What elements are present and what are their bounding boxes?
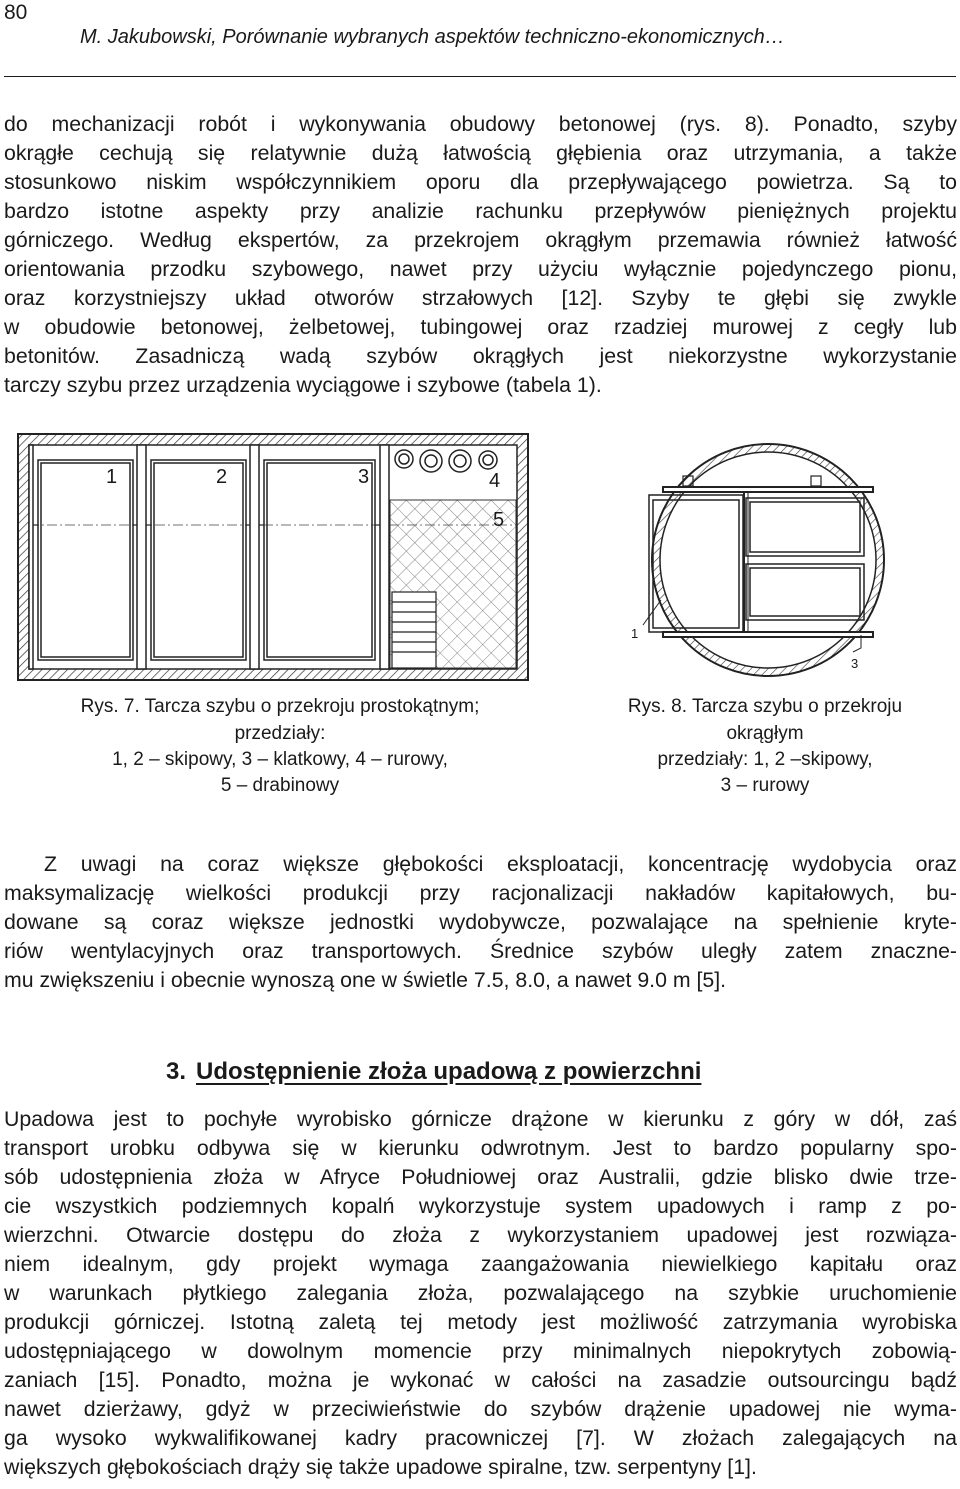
running-header: M. Jakubowski, Porównanie wybranych aspektów techniczno-ekonomicznych… — [80, 26, 785, 48]
ladder — [392, 592, 436, 668]
caption-line: 5 – drabinowy — [220, 775, 340, 796]
section-title: Udostępnienie złoża upadową z powierzchni — [196, 1058, 702, 1085]
text-line: udostępniającego w dowolnym momencie przy minimalnych niepokrytych zobowią- — [4, 1339, 957, 1363]
text-line: stosunkowo niskim współczynnikiem oporu dla przepływającego powietrza. Są to — [4, 170, 957, 194]
section-heading — [166, 1058, 701, 1086]
text-line: nawet dzierżawy, gdyż w przeciwieństwie do szybów drążenie upadowej nie wyma- — [4, 1397, 957, 1421]
caption-line: przedziały: 1, 2 –skipowy, — [657, 749, 873, 770]
text-line: oraz korzystniejszy układ otworów strzałowych [12]. Szyby te głębi się zwykle — [4, 286, 957, 310]
page-number: 80 — [4, 1, 28, 24]
text-line: maksymalizację wielkości produkcji przy racjonalizacji nakładów kapitałowych, bu- — [4, 881, 957, 905]
text-line: betonitów. Zasadniczą wadą szybów okrągłych jest niekorzystne wykorzystanie — [4, 344, 957, 368]
text-line: niem idealnym, gdy projekt wymaga zaangażowania niewielkiego kapitału oraz — [4, 1252, 957, 1276]
text-line: bardzo istotne aspekty przy analizie rachunku przepływów pieniężnych projektu — [4, 199, 957, 223]
figure-circular-shaft — [623, 440, 913, 692]
text-line: riów wentylacyjnych oraz transportowych. Średnice szybów uległy zatem znaczne- — [4, 939, 957, 963]
text-line: sób udostępnienia złoża w Afryce Południowej oraz Australii, gdzie blisko dwie trze- — [4, 1165, 957, 1189]
text-line: Z uwagi na coraz większe głębokości eksploatacji, koncentrację wydobycia oraz — [44, 852, 957, 876]
caption-line: przedziały: — [234, 723, 326, 744]
figure-rectangular-shaft — [16, 432, 534, 684]
text-line: produkcji górniczej. Istotną zaletą tej metody jest możliwość zatrzymania wyrobiska — [4, 1310, 957, 1334]
caption-line: okrągłym — [726, 723, 804, 744]
text-line: większych głębokościach drąży się także upadowe spiralne, tzw. serpentyny [1]. — [4, 1455, 757, 1479]
text-line: mu zwiększeniu i obecnie wynoszą one w świetle 7.5, 8.0, a nawet 9.0 m [5]. — [4, 968, 727, 992]
text-line: okrągłe cechują się relatywnie dużą łatwością głębienia oraz utrzymania, a także — [4, 141, 957, 165]
caption-line: 1, 2 – skipowy, 3 – klatkowy, 4 – rurowy, — [112, 749, 448, 770]
text-line: orientowania przodku szybowego, nawet przy użyciu wyłącznie pojedynczego pionu, — [4, 257, 957, 281]
section-number: 3. — [166, 1058, 187, 1085]
compartment-1-label: 1 — [106, 466, 118, 488]
caption-line: 3 – rurowy — [720, 775, 810, 796]
compartment-2-label: 2 — [216, 466, 228, 488]
compartment-3-label: 3 — [851, 656, 859, 671]
text-line: tarczy szybu przez urządzenia wyciągowe i szybowe (tabela 1). — [4, 373, 602, 397]
text-line: dowane są coraz większe jednostki wydobywcze, pozwalające na spełnienie kryte- — [4, 910, 957, 934]
caption-line: Rys. 7. Tarcza szybu o przekroju prostokątnym; — [80, 696, 480, 717]
text-line: Upadowa jest to pochyłe wyrobisko górnicze drążone w kierunku z góry w dół, zaś — [4, 1107, 957, 1131]
text-line: w obudowie betonowej, żelbetowej, tubingowej oraz rzadziej murowej z cegły lub — [4, 315, 957, 339]
text-line: do mechanizacji robót i wykonywania obudowy betonowej (rys. 8). Ponadto, szyby — [4, 112, 957, 136]
text-line: wierzchni. Otwarcie dostępu do złoża z wykorzystaniem upadowej jest rozwiąza- — [4, 1223, 957, 1247]
text-line: cie wszystkich podziemnych kopalń wykorzystuje system upadowych i ramp z po- — [4, 1194, 957, 1218]
compartment-1-label: 1 — [631, 626, 639, 641]
text-line: górniczego. Według ekspertów, za przekrojem okrągłym przemawia również łatwość — [4, 228, 957, 252]
compartment-3-label: 3 — [358, 466, 370, 488]
text-line: w warunkach płytkiego zalegania złoża, pozwalającego na szybkie uruchomienie — [4, 1281, 957, 1305]
text-line: zaniach [15]. Ponadto, można je wykonać w całości na zasadzie outsourcingu bądź — [4, 1368, 957, 1392]
compartment-4-label: 4 — [489, 470, 501, 492]
compartment-5-label: 5 — [493, 509, 505, 531]
header-rule — [4, 76, 956, 77]
caption-line: Rys. 8. Tarcza szybu o przekroju — [627, 696, 903, 717]
text-line: ga wysoko wykwalifikowanej kadry pracowniczej [7]. W złożach zalegających na — [4, 1426, 957, 1450]
text-line: transport urobku odbywa się w kierunku odwrotnym. Jest to bardzo popularny spo- — [4, 1136, 957, 1160]
